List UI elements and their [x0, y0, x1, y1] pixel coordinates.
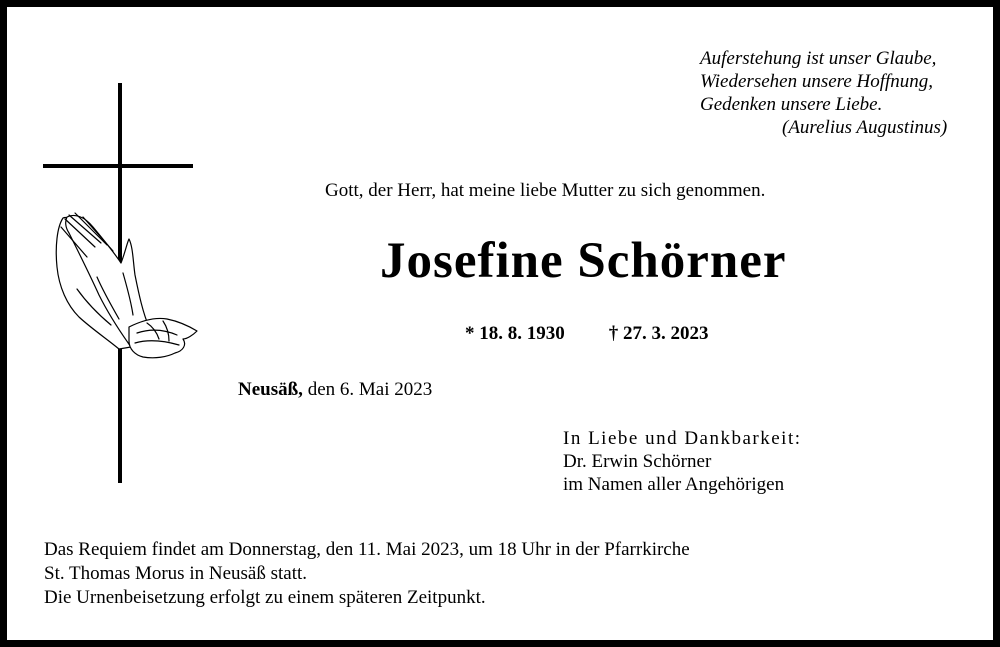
service-info-line: Die Urnenbeisetzung erfolgt zu einem späteren Zeitpunkt. — [44, 587, 486, 608]
birth-date: * 18. 8. 1930 — [465, 323, 565, 344]
service-info-line: St. Thomas Morus in Neusäß statt. — [44, 563, 308, 584]
praying-hands-icon — [56, 213, 197, 358]
signature-block — [563, 427, 802, 496]
quote-line: Wiedersehen unsere Hoffnung, — [700, 71, 934, 92]
quote-line: Auferstehung ist unser Glaube, — [700, 48, 937, 69]
signature-heading: In Liebe und Dankbarkeit: — [563, 428, 802, 449]
notice-date: den 6. Mai 2023 — [307, 379, 433, 400]
quote-author: (Aurelius Augustinus) — [782, 117, 948, 138]
service-info — [44, 538, 690, 610]
place-name: Neusäß, — [238, 379, 303, 400]
cross-with-hands — [37, 77, 207, 487]
epigraph-quote — [700, 47, 990, 139]
signature-line: Dr. Erwin Schörner — [563, 451, 712, 472]
signature-line: im Namen aller Angehörigen — [563, 474, 785, 495]
death-date: † 27. 3. 2023 — [608, 323, 709, 344]
intro-text: Gott, der Herr, hat meine liebe Mutter zu sich genommen. — [325, 180, 766, 201]
quote-line: Gedenken unsere Liebe. — [700, 94, 883, 115]
deceased-name: Josefine Schörner — [380, 233, 787, 289]
life-dates — [465, 323, 709, 345]
service-info-line: Das Requiem findet am Donnerstag, den 11. Mai 2023, um 18 Uhr in der Pfarrkirche — [44, 539, 690, 560]
place-and-date — [238, 379, 432, 401]
